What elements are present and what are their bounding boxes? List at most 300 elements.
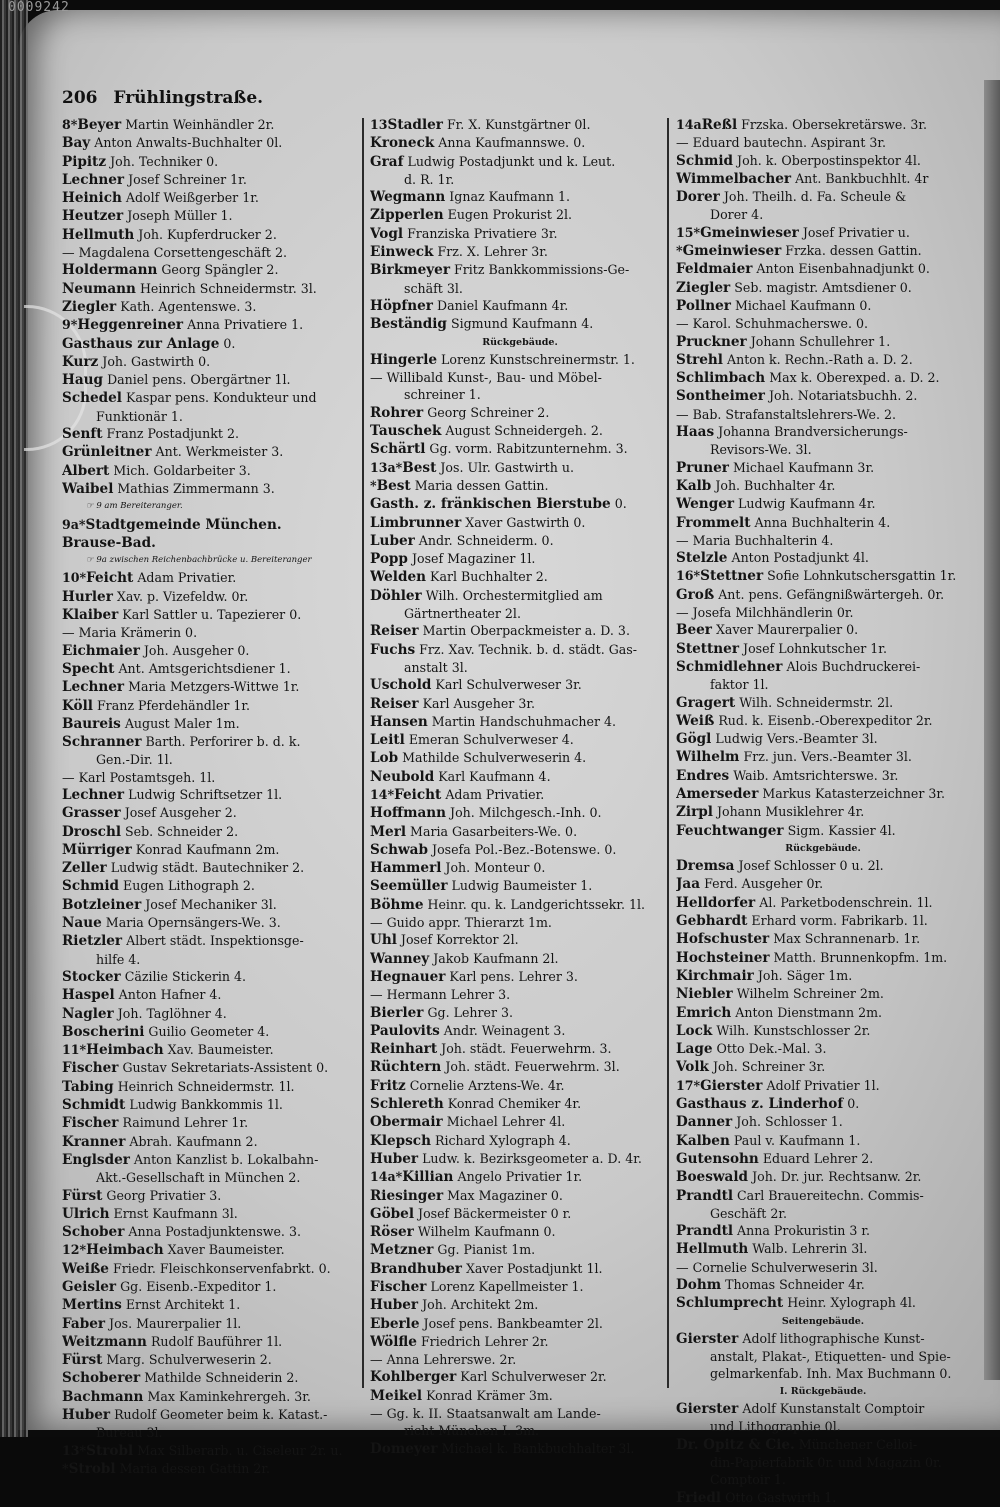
resident-surname: Neubold xyxy=(370,768,435,785)
resident-surname: Mürriger xyxy=(62,841,132,858)
resident-surname: Hansen xyxy=(370,713,428,730)
directory-entry xyxy=(370,1205,670,1223)
resident-surname: Welden xyxy=(370,569,427,586)
directory-entry xyxy=(370,261,670,279)
entry-details: — Karol. Schuhmacherswe. 0. xyxy=(676,316,868,332)
page-header xyxy=(62,88,263,108)
entry-details: Maria dessen Gattin 2r. xyxy=(119,1460,271,1476)
directory-entry xyxy=(62,425,364,443)
entry-details: Maria Opernsängers-We. 3. xyxy=(105,915,281,931)
resident-surname: Beer xyxy=(676,622,712,639)
resident-surname: Schlimbach xyxy=(676,370,766,387)
directory-entry xyxy=(370,1187,670,1205)
house-number: 9* xyxy=(62,317,78,333)
directory-entry xyxy=(62,171,364,189)
house-number: 14a xyxy=(676,117,702,132)
directory-entry xyxy=(370,171,670,188)
entry-details: Franz Postadjunkt 2. xyxy=(106,426,239,442)
entry-details: Cornelie Arztens-We. 4r. xyxy=(409,1077,565,1093)
directory-entry xyxy=(370,605,670,622)
directory-entry xyxy=(62,986,364,1004)
directory-entry xyxy=(62,569,364,587)
resident-surname: Wegmann xyxy=(370,189,446,206)
resident-surname: Heinich xyxy=(62,190,122,207)
entry-details: Paul v. Kaufmann 1. xyxy=(733,1132,861,1148)
entry-details: Martin Handschuhmacher 4. xyxy=(431,713,616,729)
directory-entry xyxy=(62,153,364,171)
resident-surname: Killian xyxy=(402,1169,454,1186)
resident-surname: Hegnauer xyxy=(370,968,446,985)
directory-entry xyxy=(370,386,670,403)
entry-details: Rudolf Bauführer 1l. xyxy=(150,1333,283,1349)
directory-entry xyxy=(676,1095,970,1113)
entry-details: Alois Buchdruckerei- xyxy=(786,658,921,674)
house-number: 17* xyxy=(676,1077,701,1093)
resident-surname: Weitzmann xyxy=(62,1333,147,1350)
entry-details: Guilio Geometer 4. xyxy=(148,1023,270,1039)
directory-entry xyxy=(676,1348,970,1365)
entry-details: August Schneidergeh. 2. xyxy=(445,423,603,439)
entry-details: Frz. jun. Vers.-Beamter 3l. xyxy=(743,749,912,765)
directory-entry xyxy=(370,404,670,422)
directory-entry xyxy=(676,712,970,730)
entry-details: Max Silberarb. u. Ciseleur 2r. u. xyxy=(137,1442,343,1458)
entry-details: Andr. Schneiderm. 0. xyxy=(418,532,554,548)
directory-entry xyxy=(676,1004,970,1022)
resident-surname: Fischer xyxy=(62,1060,119,1077)
entry-details: Joseph Müller 1. xyxy=(127,208,233,224)
directory-entry xyxy=(370,1405,670,1422)
resident-surname: Beständig xyxy=(370,316,447,333)
resident-surname: Pipitz xyxy=(62,153,107,170)
directory-entry xyxy=(676,369,970,387)
resident-surname: Strobl xyxy=(86,1442,134,1459)
entry-details: Gg. Pianist 1m. xyxy=(437,1242,536,1258)
entry-details: Rückgebäude. xyxy=(785,842,861,854)
entry-details: Otto Dek.-Mal. 3. xyxy=(716,1041,827,1057)
resident-surname: Weiße xyxy=(62,1260,109,1277)
directory-column-1 xyxy=(62,116,364,1478)
resident-surname: Albert xyxy=(62,462,110,479)
directory-entry xyxy=(370,804,670,822)
scan-id-label: 0009242 xyxy=(8,0,70,15)
resident-surname: Baureis xyxy=(62,715,121,732)
directory-entry xyxy=(676,767,970,785)
entry-details: Josef Bäckermeister 0 r. xyxy=(418,1205,572,1221)
directory-entry xyxy=(370,1095,670,1113)
resident-surname: Haas xyxy=(676,424,715,441)
entry-details: Joh. städt. Feuerwehrm. 3l. xyxy=(445,1059,620,1075)
resident-surname: Fischer xyxy=(370,1279,427,1295)
directory-entry xyxy=(676,1436,970,1454)
resident-surname: Dremsa xyxy=(676,858,735,875)
directory-entry xyxy=(676,730,970,748)
directory-entry xyxy=(62,1442,364,1460)
resident-surname: Köll xyxy=(62,697,93,714)
entry-details: Gg. vorm. Rabitzunternehm. 3. xyxy=(429,441,628,457)
directory-entry xyxy=(676,1418,970,1435)
entry-details: din-Papierfabrik 0r. und Magazin 0r. xyxy=(710,1454,942,1470)
entry-details: Anton Hafner 4. xyxy=(118,987,222,1003)
resident-surname: Schoberer xyxy=(62,1370,141,1387)
entry-details: Frz. Xav. Technik. b. d. städt. Gas- xyxy=(419,641,638,657)
resident-surname: Frommelt xyxy=(676,514,751,531)
entry-details: Bureau 3l. xyxy=(96,1425,163,1441)
entry-details: Eugen Lithograph 2. xyxy=(123,878,255,894)
directory-entry xyxy=(676,1240,970,1258)
resident-surname: Schärtl xyxy=(370,441,426,458)
directory-entry xyxy=(676,260,970,278)
entry-details: Raimund Lehrer 1r. xyxy=(122,1115,249,1131)
entry-details: 0. xyxy=(847,1096,860,1112)
directory-entry xyxy=(62,932,364,950)
entry-details: Richard Xylograph 4. xyxy=(434,1132,571,1148)
resident-surname: Heggenreiner xyxy=(77,317,184,334)
entry-details: Michael Lehrer 4l. xyxy=(446,1114,566,1130)
entry-details: Anton k. Rechn.-Rath a. D. 2. xyxy=(726,351,913,367)
house-number: 8* xyxy=(62,117,78,132)
directory-entry xyxy=(370,550,670,568)
entry-details: anstalt 3l. xyxy=(404,659,468,675)
entry-details: Otto Gastwirth 1. xyxy=(725,1489,837,1505)
directory-entry xyxy=(676,1040,970,1058)
directory-entry xyxy=(370,859,670,877)
directory-entry xyxy=(370,369,670,386)
directory-entry xyxy=(676,785,970,803)
directory-entry xyxy=(676,495,970,513)
entry-details: — Hermann Lehrer 3. xyxy=(370,987,511,1003)
directory-entry xyxy=(370,587,670,605)
entry-details: Mathias Zimmermann 3. xyxy=(117,480,275,496)
entry-details: Eugen Prokurist 2l. xyxy=(447,207,572,223)
entry-details: Joh. Dr. jur. Rechtsanw. 2r. xyxy=(752,1169,922,1185)
resident-surname: Englsder xyxy=(62,1151,130,1168)
entry-details: schäft 3l. xyxy=(404,280,463,296)
resident-surname: Popp xyxy=(370,551,408,568)
directory-entry xyxy=(676,604,970,621)
entry-details: Max Kaminkehrergeh. 3r. xyxy=(147,1388,311,1404)
entry-details: Maria Metzgers-Wittwe 1r. xyxy=(128,679,300,695)
directory-entry xyxy=(676,170,970,188)
resident-surname: Huber xyxy=(62,1407,111,1424)
directory-entry xyxy=(62,389,364,407)
resident-surname: Schmid xyxy=(62,878,120,895)
directory-entry xyxy=(676,406,970,423)
entry-details: Ferd. Ausgeher 0r. xyxy=(704,876,824,892)
entry-details: Friedr. Fleischkonservenfabrkt. 0. xyxy=(112,1260,331,1276)
directory-entry xyxy=(62,316,364,334)
resident-surname: Böhme xyxy=(370,896,424,913)
resident-surname: Hammerl xyxy=(370,860,442,877)
entry-details: Gärtnertheater 2l. xyxy=(404,606,521,622)
entry-details: Max Magaziner 0. xyxy=(447,1187,563,1203)
resident-surname: Rohrer xyxy=(370,404,424,421)
entry-details: Frzska. Obersekretärswe. 3r. xyxy=(741,117,927,132)
resident-surname: Reiser xyxy=(370,695,419,712)
entry-details: Martin Weinhändler 2r. xyxy=(125,117,275,132)
directory-entry xyxy=(370,315,670,333)
entry-details: Max k. Oberexped. a. D. 2. xyxy=(769,370,940,386)
house-number: 14* xyxy=(370,786,395,802)
resident-surname: Zeller xyxy=(62,860,107,877)
resident-surname: Senft xyxy=(62,426,103,443)
entry-details: — Cornelie Schulverweserin 3l. xyxy=(676,1259,878,1275)
resident-surname: Lechner xyxy=(62,171,125,188)
resident-surname: Friedl xyxy=(676,1489,722,1506)
resident-surname: Gasthaus z. Linderhof xyxy=(676,1096,844,1113)
directory-entry xyxy=(62,1333,364,1351)
entry-details: Franziska Privatiere 3r. xyxy=(407,225,558,241)
resident-surname: Schlereth xyxy=(370,1096,444,1113)
entry-details: Karl Sattler u. Tapezierer 0. xyxy=(122,607,302,623)
entry-details: Daniel Kaufmann 4r. xyxy=(436,297,569,313)
entry-details: Abrah. Kaufmann 2. xyxy=(129,1133,258,1149)
entry-details: Martin Oberpackmeister a. D. 3. xyxy=(422,623,630,639)
resident-surname: Huber xyxy=(370,1297,419,1314)
entry-details: Konrad Chemiker 4r. xyxy=(447,1096,582,1112)
directory-entry xyxy=(370,477,670,495)
entry-details: Adolf Weißgerber 1r. xyxy=(125,190,259,206)
resident-surname: Haspel xyxy=(62,987,115,1004)
directory-entry xyxy=(676,1330,970,1348)
directory-entry xyxy=(62,408,364,425)
entry-details: Adolf Kunstanstalt Comptoir xyxy=(742,1401,925,1417)
directory-entry xyxy=(62,642,364,660)
entry-details: Josef Mechaniker 3l. xyxy=(145,896,277,912)
entry-details: — Karl Postamtsgeh. 1l. xyxy=(62,769,216,785)
resident-surname: Limbrunner xyxy=(370,514,462,531)
resident-surname: Dr. Opitz & Cie. xyxy=(676,1436,795,1453)
resident-surname: Danner xyxy=(676,1114,733,1131)
resident-surname: Stadler xyxy=(387,117,443,133)
resident-surname: Volk xyxy=(676,1059,709,1076)
resident-surname: Stadtgemeinde München. xyxy=(85,516,282,533)
resident-surname: Helldorfer xyxy=(676,894,756,911)
entry-details: Konrad Krämer 3m. xyxy=(426,1387,553,1403)
street-title: Frühlingstraße. xyxy=(113,88,264,108)
house-number: 14a* xyxy=(370,1169,403,1185)
entry-details: Anna Buchhalterin 4. xyxy=(754,514,891,530)
resident-surname: Gögl xyxy=(676,731,712,748)
entry-details: Sigmund Kaufmann 4. xyxy=(450,316,594,332)
resident-surname: Graf xyxy=(370,153,404,170)
directory-entry xyxy=(62,624,364,641)
directory-entry xyxy=(370,1351,670,1368)
entry-details: Ludwig Vers.-Beamter 3l. xyxy=(715,731,878,747)
resident-surname: Lechner xyxy=(62,786,125,803)
directory-entry xyxy=(676,803,970,821)
directory-entry xyxy=(370,1422,670,1439)
entry-details: Joh. k. Oberpostinspektor 4l. xyxy=(737,152,921,168)
directory-entry xyxy=(370,532,670,550)
directory-entry xyxy=(676,1168,970,1186)
entry-details: Xaver Maurerpalier 0. xyxy=(715,622,859,638)
directory-entry xyxy=(62,1241,364,1259)
directory-entry xyxy=(676,549,970,567)
resident-surname: Boscherini xyxy=(62,1023,145,1040)
entry-details: — Anna Lehrerswe. 2r. xyxy=(370,1352,517,1368)
directory-entry xyxy=(370,768,670,786)
entry-details: 0. xyxy=(614,496,627,512)
entry-details: Ernst Kaufmann 3l. xyxy=(113,1205,238,1221)
directory-entry xyxy=(370,1040,670,1058)
resident-surname: Fritz xyxy=(370,1077,406,1094)
entry-details: August Maler 1m. xyxy=(124,715,240,731)
resident-surname: Feuchtwanger xyxy=(676,822,784,839)
resident-surname: Gutensohn xyxy=(676,1150,759,1167)
resident-surname: Kroneck xyxy=(370,135,435,152)
directory-entry xyxy=(676,748,970,766)
entry-details: Kaspar pens. Kondukteur und xyxy=(125,390,317,406)
resident-surname: Pruckner xyxy=(676,333,747,350)
entry-details: Ludwig Bankkommis 1l. xyxy=(129,1097,283,1113)
resident-surname: Naue xyxy=(62,915,102,932)
resident-surname: Hurler xyxy=(62,588,113,605)
resident-surname: Brause-Bad. xyxy=(62,534,156,551)
entry-details: Anton Kanzlist b. Lokalbahn- xyxy=(133,1151,319,1167)
directory-entry xyxy=(62,1388,364,1406)
directory-entry xyxy=(62,606,364,624)
entry-details: Al. Parketbodenschrein. 1l. xyxy=(759,894,933,910)
resident-surname: Einweck xyxy=(370,244,434,261)
entry-details: Joh. Taglöhner 4. xyxy=(117,1005,227,1021)
entry-details: Karl Schulverweser 2r. xyxy=(460,1369,607,1385)
house-number: 9a* xyxy=(62,516,86,532)
entry-details: Joh. Gastwirth 0. xyxy=(102,353,211,369)
directory-entry xyxy=(62,804,364,822)
directory-entry xyxy=(370,950,670,968)
entry-details: Anton Dienstmann 2m. xyxy=(735,1004,883,1020)
entry-details: Josefa Pol.-Bez.-Botenswe. 0. xyxy=(432,841,617,857)
directory-entry xyxy=(62,769,364,786)
resident-surname: Beyer xyxy=(77,117,122,133)
entry-details: Seitengebäude. xyxy=(781,1315,865,1327)
resident-surname: Kalben xyxy=(676,1132,730,1149)
directory-entry xyxy=(62,823,364,841)
directory-entry xyxy=(370,134,670,152)
directory-entry xyxy=(676,1471,970,1488)
entry-details: Adam Privatier. xyxy=(445,786,545,802)
resident-surname: Gierster xyxy=(676,1401,739,1418)
directory-entry xyxy=(676,206,970,223)
directory-entry xyxy=(62,261,364,279)
resident-surname: Uhl xyxy=(370,932,397,949)
directory-entry xyxy=(370,1150,670,1168)
house-number: * xyxy=(62,1460,69,1476)
directory-entry xyxy=(370,514,670,532)
directory-entry xyxy=(676,116,970,134)
entry-details: Anton Postadjunkt 4l. xyxy=(731,550,869,566)
resident-surname: Heutzer xyxy=(62,208,124,225)
entry-details: Joh. Notariatsbuchh. 2. xyxy=(768,388,918,404)
entry-details: Joh. Monteur 0. xyxy=(445,860,546,876)
directory-entry xyxy=(370,1387,670,1405)
resident-surname: Waibel xyxy=(62,480,114,497)
resident-surname: Merl xyxy=(370,823,407,840)
entry-details: — Magdalena Corsettengeschäft 2. xyxy=(62,245,287,261)
directory-entry xyxy=(62,335,364,353)
resident-surname: Ulrich xyxy=(62,1205,110,1222)
resident-surname: Haug xyxy=(62,372,104,389)
directory-entry xyxy=(676,676,970,693)
resident-surname: Klepsch xyxy=(370,1132,431,1149)
resident-surname: Schober xyxy=(62,1224,125,1241)
entry-details: Lorenz Kapellmeister 1. xyxy=(430,1279,584,1294)
entry-details: Maria Gasarbeiters-We. 0. xyxy=(410,823,578,839)
directory-entry xyxy=(676,930,970,948)
entry-details: Joh. Säger 1m. xyxy=(757,967,853,983)
directory-entry xyxy=(676,1187,970,1205)
directory-entry xyxy=(62,534,364,552)
directory-entry xyxy=(676,1205,970,1222)
directory-entry xyxy=(62,1169,364,1186)
directory-entry xyxy=(370,225,670,243)
directory-entry xyxy=(370,986,670,1003)
entry-details: Ant. pens. Gefängnißwärtergeh. 0r. xyxy=(718,586,945,602)
directory-entry xyxy=(370,1260,670,1278)
directory-entry xyxy=(676,912,970,930)
resident-surname: Faber xyxy=(62,1315,106,1332)
directory-entry xyxy=(62,1260,364,1278)
resident-surname: Best xyxy=(402,459,437,476)
resident-surname: Gasth. z. fränkischen Bierstube xyxy=(370,496,611,513)
entry-details: Max Schrannenarb. 1r. xyxy=(773,931,921,947)
entry-details: Rud. k. Eisenb.-Oberexpeditor 2r. xyxy=(718,712,933,728)
directory-entry xyxy=(62,1114,364,1132)
entry-details: faktor 1l. xyxy=(710,677,769,693)
directory-entry xyxy=(62,1424,364,1441)
entry-details: Fritz Bankkommissions-Ge- xyxy=(454,262,630,278)
entry-details: — Bab. Strafanstaltslehrers-We. 2. xyxy=(676,406,897,422)
resident-surname: Grünleitner xyxy=(62,444,152,461)
directory-entry xyxy=(370,422,670,440)
entry-details: — Josefa Milchhändlerin 0r. xyxy=(676,605,854,621)
resident-surname: Schwab xyxy=(370,841,428,858)
entry-details: ☞ 9a zwischen Reichenbachbrücke u. Bereiteranger xyxy=(86,555,312,566)
entry-details: Joh. Techniker 0. xyxy=(110,153,219,169)
entry-details: Karl Buchhalter 2. xyxy=(430,569,548,585)
resident-surname: Holdermann xyxy=(62,262,158,279)
entry-details: Joh. Schlosser 1. xyxy=(736,1114,843,1130)
resident-surname: Hofschuster xyxy=(676,931,770,948)
entry-details: Emeran Schulverweser 4. xyxy=(408,732,574,748)
resident-surname: Meikel xyxy=(370,1387,423,1404)
house-number: 13 xyxy=(370,117,388,132)
entry-details: Seb. Schneider 2. xyxy=(125,823,239,839)
entry-details: — Gg. k. II. Staatsanwalt am Lande- xyxy=(370,1406,601,1422)
entry-details: Michael k. Bankbuchhalter 3l. xyxy=(441,1440,635,1456)
resident-surname: Hellmuth xyxy=(62,226,135,243)
resident-surname: Weiß xyxy=(676,712,715,729)
directory-entry xyxy=(676,1222,970,1240)
entry-details: Joh. Ausgeher 0. xyxy=(143,642,250,658)
resident-surname: Gragert xyxy=(676,694,736,711)
resident-surname: Lechner xyxy=(62,679,125,696)
entry-details: — Willibald Kunst-, Bau- und Möbel- xyxy=(370,370,602,386)
entry-details: Josef Schlosser 0 u. 2l. xyxy=(738,858,884,874)
entry-details: Albert städt. Inspektionsge- xyxy=(126,933,304,949)
resident-surname: Brandhuber xyxy=(370,1260,462,1277)
directory-entry xyxy=(62,1005,364,1023)
entry-details: Wilh. Schneidermstr. 2l. xyxy=(739,694,894,710)
directory-entry xyxy=(370,786,670,804)
entry-details: Josef Lohnkutscher 1r. xyxy=(743,640,887,656)
entry-details: Gg. Eisenb.-Expeditor 1. xyxy=(120,1279,277,1294)
resident-surname: Lage xyxy=(676,1041,713,1058)
entry-details: Geschäft 2r. xyxy=(710,1205,788,1221)
entry-details: Jos. Maurerpalier 1l. xyxy=(109,1315,242,1331)
resident-surname: Strobl xyxy=(68,1460,116,1477)
